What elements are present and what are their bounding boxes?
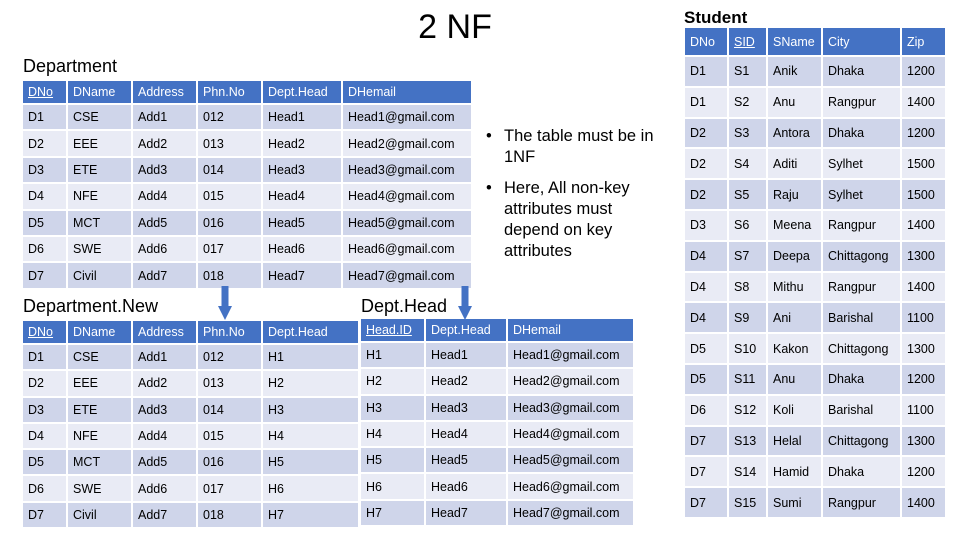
table-cell: 1400 — [900, 88, 945, 117]
table-cell: Add5 — [131, 211, 196, 235]
table-cell: S8 — [727, 273, 766, 302]
table-cell: D7 — [685, 488, 727, 517]
column-header: Head.ID — [361, 319, 424, 341]
table-cell: D2 — [23, 131, 66, 155]
table-cell: H2 — [261, 371, 358, 395]
table-cell: H2 — [361, 369, 424, 393]
table-cell: 1400 — [900, 273, 945, 302]
table-cell: 1200 — [900, 365, 945, 394]
table-cell: 013 — [196, 371, 261, 395]
table-cell: 1200 — [900, 119, 945, 148]
table-row — [23, 211, 471, 235]
table-cell: Ani — [766, 303, 821, 332]
table-cell: H6 — [361, 474, 424, 498]
table-cell: 1200 — [900, 57, 945, 86]
note-item: • The table must be in 1NF — [486, 126, 666, 168]
table-cell: D4 — [685, 242, 727, 271]
table-cell: H4 — [261, 424, 358, 448]
table-cell: 013 — [196, 131, 261, 155]
table-cell: 1300 — [900, 334, 945, 363]
table-header-row — [23, 321, 358, 343]
table-cell: D1 — [685, 88, 727, 117]
table-cell: Head2@gmail.com — [341, 131, 471, 155]
table-cell: Anik — [766, 57, 821, 86]
table-cell: 1100 — [900, 303, 945, 332]
table-cell: 017 — [196, 237, 261, 261]
column-header: DHemail — [341, 81, 471, 103]
table-cell: 016 — [196, 211, 261, 235]
table-cell: Head3 — [261, 158, 341, 182]
table-cell: NFE — [66, 184, 131, 208]
table-cell: Dhaka — [821, 365, 900, 394]
table-row — [23, 158, 471, 182]
table-row — [685, 149, 945, 178]
table-cell: D4 — [23, 424, 66, 448]
table-cell: Add4 — [131, 184, 196, 208]
table-cell: Add2 — [131, 371, 196, 395]
table-cell: Head6 — [261, 237, 341, 261]
table-cell: 015 — [196, 424, 261, 448]
table-cell: D1 — [23, 345, 66, 369]
table-cell: NFE — [66, 424, 131, 448]
table-cell: Civil — [66, 503, 131, 527]
table-cell: Rangpur — [821, 211, 900, 240]
table-cell: Head2 — [261, 131, 341, 155]
table-cell: Add1 — [131, 345, 196, 369]
table-cell: EEE — [66, 371, 131, 395]
table-cell: Chittagong — [821, 427, 900, 456]
table-cell: H7 — [361, 501, 424, 525]
table-cell: CSE — [66, 345, 131, 369]
table-cell: Anu — [766, 88, 821, 117]
table-cell: H5 — [261, 450, 358, 474]
table-cell: S3 — [727, 119, 766, 148]
table-row — [23, 503, 358, 527]
table-cell: H6 — [261, 476, 358, 500]
table-cell: Anu — [766, 365, 821, 394]
table-cell: Head1@gmail.com — [341, 105, 471, 129]
table-cell: 014 — [196, 398, 261, 422]
column-header: Phn.No — [196, 81, 261, 103]
table-cell: Head6@gmail.com — [341, 237, 471, 261]
table-row — [685, 365, 945, 394]
table-cell: MCT — [66, 450, 131, 474]
table-cell: D4 — [685, 273, 727, 302]
table-row — [685, 57, 945, 86]
page-title: 2 NF — [418, 8, 492, 46]
table-row — [685, 457, 945, 486]
table-row — [685, 334, 945, 363]
table-cell: Add2 — [131, 131, 196, 155]
column-header: SName — [766, 28, 821, 55]
table-cell: H7 — [261, 503, 358, 527]
table-cell: Civil — [66, 263, 131, 287]
department-new-table-title: Department.New — [23, 296, 159, 316]
table-cell: Add3 — [131, 158, 196, 182]
table-cell: Mithu — [766, 273, 821, 302]
table-cell: Deepa — [766, 242, 821, 271]
column-header: Zip — [900, 28, 945, 55]
table-row — [23, 450, 358, 474]
table-row — [685, 88, 945, 117]
table-row — [23, 476, 358, 500]
table-cell: D2 — [685, 149, 727, 178]
table-cell: Add7 — [131, 503, 196, 527]
table-row — [23, 105, 471, 129]
table-row — [685, 180, 945, 209]
table-cell: 1500 — [900, 180, 945, 209]
table-cell: H1 — [261, 345, 358, 369]
table-cell: 1300 — [900, 242, 945, 271]
column-header: DNo — [23, 321, 66, 343]
table-row — [23, 184, 471, 208]
table-row — [685, 242, 945, 271]
table-cell: Head7 — [261, 263, 341, 287]
table-cell: Head4 — [424, 422, 506, 446]
table-cell: 014 — [196, 158, 261, 182]
table-cell: S5 — [727, 180, 766, 209]
table-cell: Head7 — [424, 501, 506, 525]
table-cell: Rangpur — [821, 273, 900, 302]
column-header: City — [821, 28, 900, 55]
table-cell: MCT — [66, 211, 131, 235]
table-cell: Raju — [766, 180, 821, 209]
table-row — [361, 343, 633, 367]
table-cell: D7 — [23, 503, 66, 527]
table-cell: S9 — [727, 303, 766, 332]
table-cell: S4 — [727, 149, 766, 178]
table-cell: Barishal — [821, 396, 900, 425]
table-cell: Meena — [766, 211, 821, 240]
table-cell: EEE — [66, 131, 131, 155]
column-header: DHemail — [506, 319, 633, 341]
table-cell: Add4 — [131, 424, 196, 448]
table-cell: S12 — [727, 396, 766, 425]
down-arrow-icon — [458, 286, 472, 320]
table-cell: H4 — [361, 422, 424, 446]
table-row — [23, 371, 358, 395]
table-cell: Head5 — [424, 448, 506, 472]
table-cell: Add7 — [131, 263, 196, 287]
table-cell: 012 — [196, 105, 261, 129]
column-header: DName — [66, 321, 131, 343]
table-cell: Sumi — [766, 488, 821, 517]
column-header: Dept.Head — [424, 319, 506, 341]
table-cell: Chittagong — [821, 334, 900, 363]
table-row — [23, 263, 471, 287]
table-row — [685, 119, 945, 148]
table-row — [361, 474, 633, 498]
table-row — [685, 273, 945, 302]
table-cell: Hamid — [766, 457, 821, 486]
table-row — [685, 488, 945, 517]
table-cell: Head1 — [261, 105, 341, 129]
table-cell: D6 — [23, 237, 66, 261]
table-cell: S10 — [727, 334, 766, 363]
table-row — [23, 131, 471, 155]
table-cell: H3 — [261, 398, 358, 422]
table-cell: D1 — [685, 57, 727, 86]
table-cell: S14 — [727, 457, 766, 486]
table-cell: Dhaka — [821, 457, 900, 486]
table-row — [23, 424, 358, 448]
table-cell: D5 — [685, 365, 727, 394]
table-cell: Head1@gmail.com — [506, 343, 633, 367]
table-cell: SWE — [66, 476, 131, 500]
table-cell: 1100 — [900, 396, 945, 425]
table-cell: Add6 — [131, 237, 196, 261]
table-cell: Head3 — [424, 396, 506, 420]
table-cell: D2 — [23, 371, 66, 395]
table-cell: Head5@gmail.com — [341, 211, 471, 235]
table-cell: Helal — [766, 427, 821, 456]
table-cell: Head1 — [424, 343, 506, 367]
table-cell: Chittagong — [821, 242, 900, 271]
table-cell: Add5 — [131, 450, 196, 474]
table-cell: H1 — [361, 343, 424, 367]
column-header: DName — [66, 81, 131, 103]
table-cell: D4 — [685, 303, 727, 332]
table-cell: D7 — [23, 263, 66, 287]
table-row — [23, 398, 358, 422]
table-cell: S11 — [727, 365, 766, 394]
table-cell: Head4@gmail.com — [506, 422, 633, 446]
table-cell: S1 — [727, 57, 766, 86]
note-item: • Here, All non-key attributes must depend on key attributes — [486, 178, 666, 262]
table-cell: Head2@gmail.com — [506, 369, 633, 393]
table-cell: D3 — [23, 398, 66, 422]
table-row — [361, 396, 633, 420]
table-cell: Koli — [766, 396, 821, 425]
table-cell: 1300 — [900, 427, 945, 456]
table-row — [23, 345, 358, 369]
table-row — [685, 396, 945, 425]
table-cell: 1200 — [900, 457, 945, 486]
table-cell: D1 — [23, 105, 66, 129]
table-cell: D3 — [23, 158, 66, 182]
table-row — [361, 448, 633, 472]
table-cell: Head5 — [261, 211, 341, 235]
table-cell: S15 — [727, 488, 766, 517]
notes-list — [486, 126, 666, 272]
table-cell: SWE — [66, 237, 131, 261]
table-header-row — [685, 28, 945, 55]
table-cell: 1400 — [900, 488, 945, 517]
department-table-title: Department — [23, 56, 118, 76]
table-cell: Rangpur — [821, 88, 900, 117]
table-cell: Head4 — [261, 184, 341, 208]
table-cell: Dhaka — [821, 57, 900, 86]
table-cell: Head3@gmail.com — [506, 396, 633, 420]
column-header: SID — [727, 28, 766, 55]
table-cell: Kakon — [766, 334, 821, 363]
table-cell: S6 — [727, 211, 766, 240]
table-cell: D5 — [23, 211, 66, 235]
table-cell: D4 — [23, 184, 66, 208]
table-row — [23, 237, 471, 261]
table-cell: D6 — [23, 476, 66, 500]
table-cell: 016 — [196, 450, 261, 474]
dept-head-table-title: Dept.Head — [361, 296, 448, 316]
department-table — [23, 79, 471, 290]
student-table — [685, 26, 945, 519]
table-cell: D5 — [685, 334, 727, 363]
table-cell: 012 — [196, 345, 261, 369]
column-header: Phn.No — [196, 321, 261, 343]
column-header: DNo — [685, 28, 727, 55]
table-cell: ETE — [66, 158, 131, 182]
table-cell: ETE — [66, 398, 131, 422]
table-cell: Sylhet — [821, 180, 900, 209]
table-cell: H5 — [361, 448, 424, 472]
table-cell: D7 — [685, 427, 727, 456]
table-cell: Antora — [766, 119, 821, 148]
table-cell: CSE — [66, 105, 131, 129]
department-new-table — [23, 319, 358, 529]
table-cell: Add1 — [131, 105, 196, 129]
table-cell: Head6 — [424, 474, 506, 498]
table-cell: H3 — [361, 396, 424, 420]
table-cell: Add3 — [131, 398, 196, 422]
table-cell: 018 — [196, 263, 261, 287]
table-cell: S13 — [727, 427, 766, 456]
column-header: Address — [131, 81, 196, 103]
table-cell: Head4@gmail.com — [341, 184, 471, 208]
table-cell: Rangpur — [821, 488, 900, 517]
table-header-row — [23, 81, 471, 103]
table-cell: Head3@gmail.com — [341, 158, 471, 182]
table-cell: D5 — [23, 450, 66, 474]
table-cell: S2 — [727, 88, 766, 117]
table-cell: Add6 — [131, 476, 196, 500]
table-cell: 1400 — [900, 211, 945, 240]
table-cell: Sylhet — [821, 149, 900, 178]
table-cell: 018 — [196, 503, 261, 527]
table-cell: Head7@gmail.com — [341, 263, 471, 287]
table-cell: D7 — [685, 457, 727, 486]
dept-head-table — [361, 317, 633, 527]
table-row — [685, 211, 945, 240]
column-header: Address — [131, 321, 196, 343]
student-table-title: Student — [684, 8, 748, 27]
table-row — [361, 422, 633, 446]
table-row — [685, 427, 945, 456]
table-header-row — [361, 319, 633, 341]
table-cell: 015 — [196, 184, 261, 208]
table-cell: Head5@gmail.com — [506, 448, 633, 472]
table-cell: 1500 — [900, 149, 945, 178]
table-cell: Barishal — [821, 303, 900, 332]
table-cell: Head6@gmail.com — [506, 474, 633, 498]
column-header: Dept.Head — [261, 321, 358, 343]
column-header: DNo — [23, 81, 66, 103]
down-arrow-icon — [218, 286, 232, 320]
table-cell: D6 — [685, 396, 727, 425]
table-cell: Head7@gmail.com — [506, 501, 633, 525]
table-row — [361, 369, 633, 393]
column-header: Dept.Head — [261, 81, 341, 103]
table-cell: Aditi — [766, 149, 821, 178]
table-row — [685, 303, 945, 332]
table-row — [361, 501, 633, 525]
table-cell: D2 — [685, 119, 727, 148]
table-cell: Head2 — [424, 369, 506, 393]
table-cell: 017 — [196, 476, 261, 500]
table-cell: S7 — [727, 242, 766, 271]
table-cell: Dhaka — [821, 119, 900, 148]
table-cell: D2 — [685, 180, 727, 209]
table-cell: D3 — [685, 211, 727, 240]
